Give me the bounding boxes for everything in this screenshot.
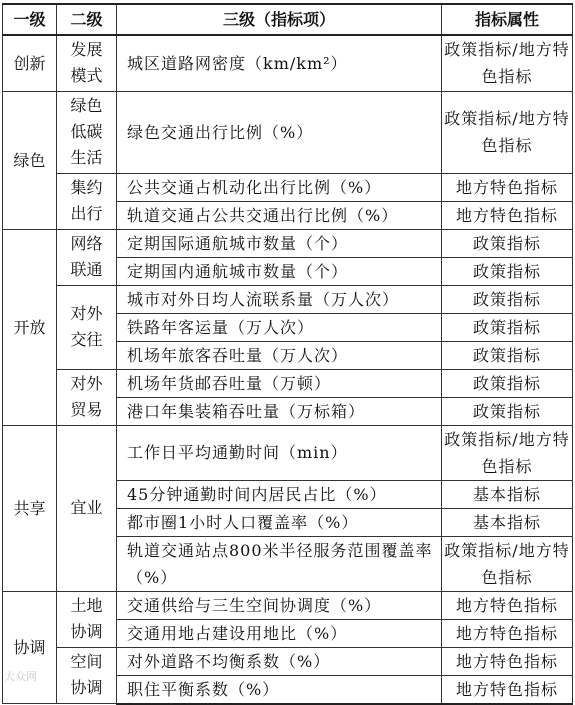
indicator-cell: 绿色交通出行比例（%） [117,91,442,173]
level1-cell: 协调 [3,591,57,704]
header-attribute: 指标属性 [442,4,573,35]
indicator-table [2,3,573,705]
attribute-cell: 政策指标 [442,369,573,397]
indicator-cell: 对外道路不均衡系数（%） [117,647,442,675]
indicator-cell: 定期国内通航城市数量（个） [117,257,442,285]
indicator-cell: 铁路年客运量（万人次） [117,313,442,341]
attribute-cell: 政策指标 [442,229,573,257]
level2-cell: 宜业 [57,425,117,591]
attribute-cell: 政策指标 [442,285,573,313]
table-row [3,285,573,313]
table-row [3,91,573,173]
header-level3: 三级（指标项） [117,4,442,35]
indicator-cell: 职住平衡系数（%） [117,675,442,704]
indicator-cell: 交通用地占建设用地比（%） [117,619,442,647]
indicator-cell: 机场年货邮吞吐量（万顿） [117,369,442,397]
attribute-cell: 政策指标 [442,397,573,425]
attribute-cell: 基本指标 [442,508,573,536]
attribute-cell: 地方特色指标 [442,675,573,704]
attribute-cell: 基本指标 [442,480,573,508]
attribute-cell: 政策指标/地方特色指标 [442,35,573,91]
attribute-cell: 地方特色指标 [442,619,573,647]
attribute-cell: 地方特色指标 [442,173,573,201]
attribute-cell: 政策指标/地方特色指标 [442,425,573,480]
indicator-cell: 城市对外日均人流联系量（万人次） [117,285,442,313]
level2-cell: 对外贸易 [57,369,117,425]
table-row [3,591,573,619]
attribute-cell: 政策指标 [442,341,573,369]
level1-cell: 绿色 [3,91,57,229]
indicator-cell: 交通供给与三生空间协调度（%） [117,591,442,619]
table-row [3,369,573,397]
attribute-cell: 政策指标 [442,257,573,285]
level2-cell: 空间协调 [57,647,117,704]
indicator-cell: 都市圈1小时人口覆盖率（%） [117,508,442,536]
indicator-cell: 城区道路网密度（km/km²） [117,35,442,91]
table-row [3,229,573,257]
level2-cell: 对外交往 [57,285,117,369]
header-row [3,4,573,35]
level2-cell: 绿色低碳生活 [57,91,117,173]
level2-cell: 发展模式 [57,35,117,91]
header-level2: 二级 [57,4,117,35]
attribute-cell: 政策指标/地方特色指标 [442,91,573,173]
level1-cell: 创新 [3,35,57,91]
table-row [3,425,573,480]
table-row [3,35,573,91]
level2-cell: 网络联通 [57,229,117,285]
indicator-cell: 机场年旅客吞吐量（万人次） [117,341,442,369]
level1-cell: 开放 [3,229,57,425]
attribute-cell: 政策指标/地方特色指标 [442,536,573,591]
attribute-cell: 地方特色指标 [442,647,573,675]
indicator-cell: 轨道交通站点800米半径服务范围覆盖率（%） [117,536,442,591]
watermark-logo: 大众网 [4,670,37,683]
attribute-cell: 政策指标 [442,313,573,341]
level1-cell: 共享 [3,425,57,591]
indicator-cell: 工作日平均通勤时间（min） [117,425,442,480]
level2-cell: 土地协调 [57,591,117,647]
attribute-cell: 地方特色指标 [442,201,573,229]
level2-cell: 集约出行 [57,173,117,229]
indicator-cell: 45分钟通勤时间内居民占比（%） [117,480,442,508]
header-level1: 一级 [3,4,57,35]
attribute-cell: 地方特色指标 [442,591,573,619]
indicator-cell: 公共交通占机动化出行比例（%） [117,173,442,201]
table-row [3,173,573,201]
indicator-cell: 港口年集装箱吞吐量（万标箱） [117,397,442,425]
indicator-cell: 定期国际通航城市数量（个） [117,229,442,257]
table-row [3,647,573,675]
indicator-cell: 轨道交通占公共交通出行比例（%） [117,201,442,229]
